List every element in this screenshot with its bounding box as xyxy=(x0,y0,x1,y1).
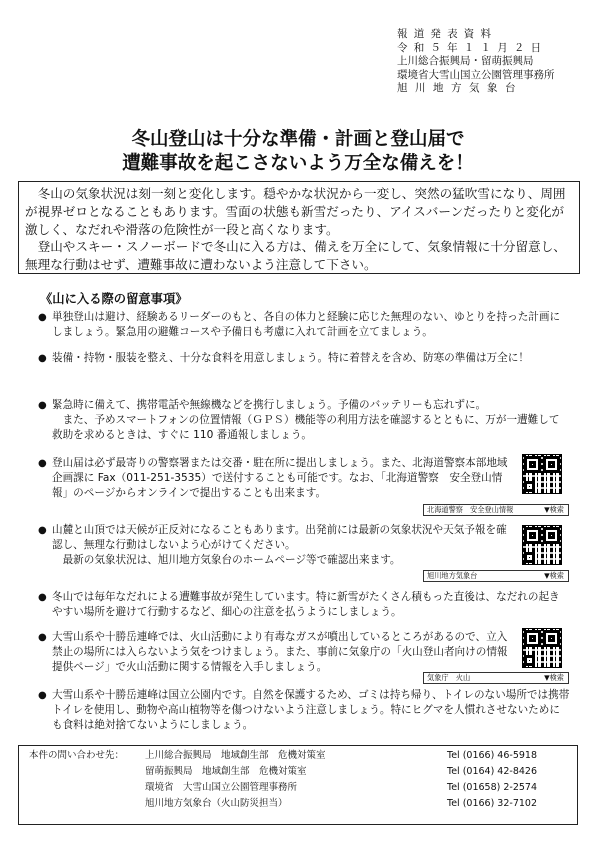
search-button[interactable]: ▼検索 xyxy=(544,673,564,682)
search-button[interactable]: ▼検索 xyxy=(544,505,564,514)
bullet-icon: ● xyxy=(38,353,47,364)
notice-item xyxy=(38,523,508,569)
bullet-icon: ● xyxy=(38,525,47,536)
press-release-label: 報道発表資料 xyxy=(397,28,498,40)
notice-item xyxy=(38,688,570,734)
bullet-icon: ● xyxy=(38,458,47,469)
notice-text: 冬山では毎年なだれによる遭難事故が発生しています。特に新雪がたくさん積もった直後は、なだれの起きやすい場所を避けて行動するなど、細心の注意を払うようにしましょう。 xyxy=(52,591,560,619)
bullet-icon: ● xyxy=(38,312,47,323)
search-box-observatory[interactable] xyxy=(423,570,569,582)
lead-paragraph-1: 冬山の気象状況は刻一刻と変化します。穏やかな状況から一変し、突然の猛吹雪になり、周囲が視界ゼロとなることもあります。雪面の状態も新雪だったり、アイスバーンだったりと変化が激しく、なだれや滑落の危険性が一段と高くなります。 xyxy=(25,186,566,237)
contact-tel[interactable]: Tel (0166) 32-7102 xyxy=(447,798,537,809)
notice-item xyxy=(38,456,508,502)
search-box-police[interactable] xyxy=(423,504,569,516)
contact-tel[interactable]: Tel (0166) 46-5918 xyxy=(447,750,537,761)
page-title xyxy=(0,128,596,176)
lead-box xyxy=(18,181,580,274)
contact-tel[interactable]: Tel (0164) 42-8426 xyxy=(447,766,537,777)
notice-text: 大雪山系や十勝岳連峰は国立公園内です。自然を保護するため、ゴミは持ち帰り、トイレのない場所では携帯トイレを使用し、動物や高山植物等を傷つけないよう注意しましょう。特にヒグマを人慣れさせないためにも食料は絶対捨てないようにしましょう。 xyxy=(52,689,570,732)
qr-code-observatory[interactable] xyxy=(522,525,562,565)
notice-text-continued: 最新の気象状況は、旭川地方気象台のホームページ等で確認出来ます。 xyxy=(62,554,401,567)
bullet-icon: ● xyxy=(38,690,47,701)
bullet-icon: ● xyxy=(38,400,47,411)
search-query: 気象庁 火山 xyxy=(427,673,471,682)
notice-item xyxy=(38,310,570,340)
search-query: 北海道警察 安全登山情報 xyxy=(427,505,514,514)
issuer-observatory: 旭川地方気象台 xyxy=(397,82,523,94)
contact-label: 本件の問い合わせ先： xyxy=(29,750,125,761)
notice-item xyxy=(38,351,570,366)
issuer-env-office: 環境省大雪山国立公園管理事務所 xyxy=(397,68,555,81)
search-button[interactable]: ▼検索 xyxy=(544,571,564,580)
notice-text: 大雪山系や十勝岳連峰では、火山活動により有毒なガスが噴出しているところがあるので、立入禁止の場所には入らないよう気をつけましょう。また、事前に気象庁の「火山登山者向けの情報提供ページ」で火山活動に関する情報を入手しましょう。 xyxy=(52,631,508,674)
section-title: 《山に入る際の留意事項》 xyxy=(40,292,188,306)
contact-tel[interactable]: Tel (01658) 2-2574 xyxy=(447,782,537,793)
notice-text-continued: また、予めスマートフォンの位置情報（ＧＰＳ）機能等の利用方法を確認するとともに、万が一遭難して救助を求めるときは、すぐに 110 番通報しましょう。 xyxy=(52,414,560,442)
search-query: 旭川地方気象台 xyxy=(427,571,478,580)
bullet-icon: ● xyxy=(38,592,47,603)
title-line-2: 遭難事故を起こさないよう万全な備えを！ xyxy=(122,153,474,174)
contact-org: 留萌振興局 地域創生部 危機対策室 xyxy=(145,766,307,777)
notice-item xyxy=(38,590,570,620)
title-line-1: 冬山登山は十分な準備・計画と登山届で xyxy=(131,129,465,150)
lead-paragraph-2: 登山やスキー・スノーボードで冬山に入る方は、備えを万全にして、気象情報に十分留意し、無理な行動はせず、遭難事故に遭わないよう注意して下さい。 xyxy=(25,239,566,273)
search-box-volcano[interactable] xyxy=(423,672,569,684)
contact-org: 上川総合振興局 地域創生部 危機対策室 xyxy=(145,750,326,761)
notice-item xyxy=(38,398,570,444)
contact-org: 旭川地方気象台（火山防災担当） xyxy=(145,798,288,809)
qr-code-police[interactable] xyxy=(522,454,562,494)
contact-box xyxy=(18,745,578,825)
notice-text: 装備・持物・服装を整え、十分な食料を用意しましょう。特に着替えを含め、防寒の準備は万全に！ xyxy=(52,352,529,364)
notice-text: 山麓と山頂では天候が正反対になることもあります。出発前には最新の気象状況や天気予報を確認し、無理な行動はしないよう心がけてください。 xyxy=(52,524,507,552)
notice-item xyxy=(38,630,508,676)
notice-text: 緊急時に備えて、携帯電話や無線機などを携行しましょう。予備のバッテリーも忘れずに。 xyxy=(52,399,487,411)
issue-date: 令和５年１１月２日 xyxy=(397,41,548,54)
notice-text: 単独登山は避け、経験あるリーダーのもと、各自の体力と経験に応じた無理のない、ゆとりを持った計画にしましょう。緊急用の避難コースや予備日も考慮に入れて計画を立てましょう。 xyxy=(52,311,561,339)
contact-org: 環境省 大雪山国立公園管理事務所 xyxy=(145,782,298,793)
issuer-bureau: 上川総合振興局・留萌振興局 xyxy=(397,55,534,67)
notice-text: 登山届は必ず最寄りの警察署または交番・駐在所に提出しましょう。また、北海道警察本部地域企画課に Fax（011-251-3535）で送付することも可能です。なお、「北海道警察 安全登山情報」のページからオンラインで提出することも出来ます。 xyxy=(52,457,508,500)
bullet-icon: ● xyxy=(38,632,47,643)
issuer-block xyxy=(397,28,587,96)
qr-code-volcano[interactable] xyxy=(522,628,562,668)
